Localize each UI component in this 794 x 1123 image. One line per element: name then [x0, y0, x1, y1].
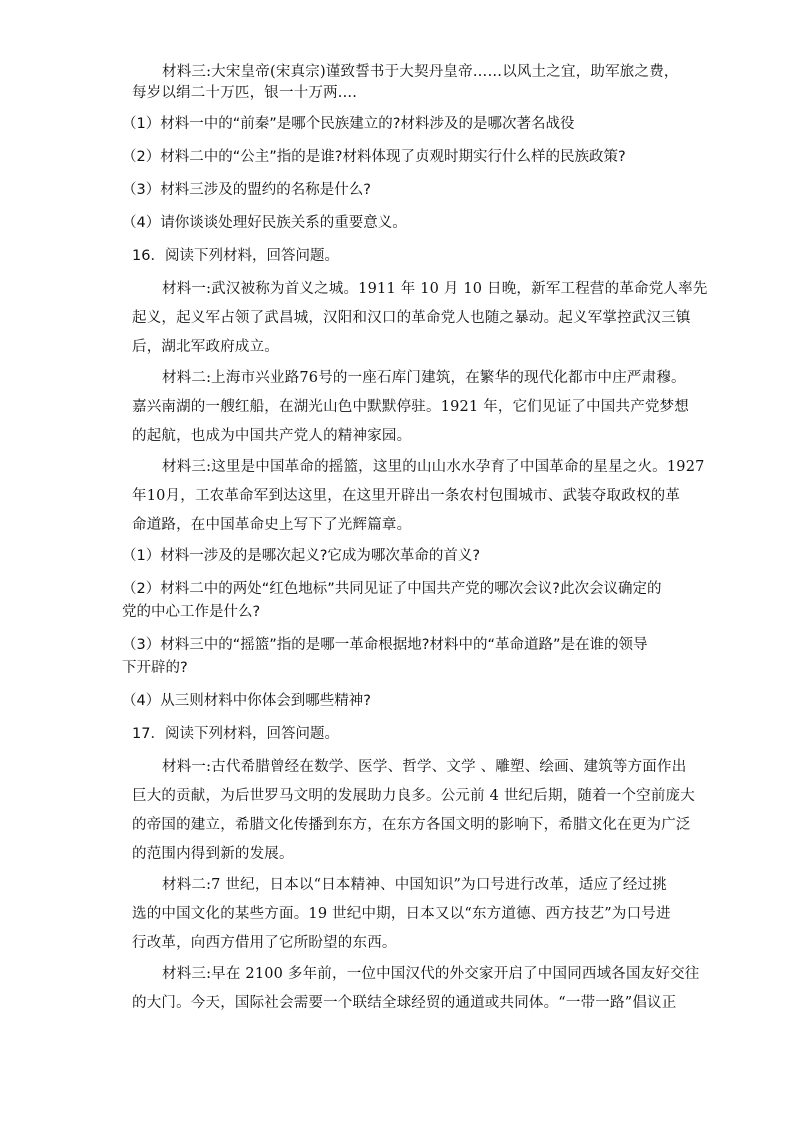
q15-question-3: （3）材料三涉及的盟约的名称是什么? — [122, 182, 371, 198]
text-line: 的帝国的建立，希腊文化传播到东方，在东方各国文明的影响下，希腊文化在更为广泛 — [132, 817, 691, 833]
text-line: 巨大的贡献，为后世罗马文明的发展助力良多。公元前 4 世纪后期，随着一个空前庞大 — [132, 788, 695, 804]
text-line: 材料一:古代希腊曾经在数学、医学、哲学、文学 、雕塑、绘画、建筑等方面作出 — [162, 759, 687, 775]
text-line: 材料二:7 世纪，日本以“日本精神、中国知识”为口号进行改革，适应了经过挑 — [162, 877, 667, 893]
q15-questions — [122, 114, 662, 234]
text-line: 行改革，向西方借用了它所盼望的东西。 — [132, 935, 397, 951]
text-line: 材料三:这里是中国革命的摇篮，这里的山山水水孕育了中国革命的星星之火。1927 — [162, 459, 705, 475]
text-line: 材料三:早在 2100 多年前，一位中国汉代的外交家开启了中国同西域各国友好交往 — [162, 966, 700, 982]
text-line: 的起航，也成为中国共产党人的精神家园。 — [132, 428, 412, 444]
q16-question-2-cont: 党的中心工作是什么? — [122, 604, 261, 620]
text-line: 的范围内得到新的发展。 — [132, 846, 294, 862]
page-content — [122, 62, 708, 1024]
q16-material-1 — [132, 279, 708, 358]
q17-material-3 — [132, 964, 700, 1014]
q16-questions — [122, 546, 662, 712]
text-line: 嘉兴南湖的一艘红船，在湖光山色中默默停驻。1921 年，它们见证了中国共产党梦想 — [132, 399, 690, 415]
text-line: 年10月，工农革命军到达这里，在这里开辟出一条农村包围城市、武装夺取政权的革 — [132, 488, 681, 504]
q15-question-2: （2）材料二中的“公主”指的是谁?材料体现了贞观时期实行什么样的民族政策? — [122, 149, 626, 165]
q15-question-1: （1）材料一中的“前秦”是哪个民族建立的?材料涉及的是哪次著名战役 — [122, 116, 575, 132]
text-line: 起义，起义军占领了武昌城，汉阳和汉口的革命党人也随之暴动。起义军掌控武汉三镇 — [132, 310, 691, 326]
text-line: 命道路，在中国革命史上写下了光辉篇章。 — [132, 517, 412, 533]
q16-material-3 — [132, 457, 705, 536]
q16-question-4: （4）从三则材料中你体会到哪些精神? — [122, 693, 371, 709]
q17-material-1 — [132, 757, 695, 865]
text-line: 每岁以绢二十万匹，银一十万两.... — [132, 85, 358, 101]
text-line: 的大门。今天，国际社会需要一个联结全球经贸的通道或共同体。“一带一路”倡议正 — [132, 995, 677, 1011]
q16-question-3-cont: 下开辟的? — [122, 660, 188, 676]
q16-question-3: （3）材料三中的“摇篮”指的是哪一革命根据地?材料中的“革命道路”是在谁的领导 — [122, 637, 648, 653]
q17-material-2 — [132, 875, 671, 954]
text-line: 材料三:大宋皇帝(宋真宗)谨致誓书于大契丹皇帝……以风土之宜，助军旅之费， — [162, 64, 679, 80]
q16-heading: 16．阅读下列材料，回答问题。 — [132, 248, 339, 264]
text-line: 选的中国文化的某些方面。19 世纪中期，日本又以“东方道德、西方技艺”为口号进 — [132, 906, 671, 922]
text-line: 材料一:武汉被称为首义之城。1911 年 10 月 10 日晚，新军工程营的革命党人率先 — [162, 281, 708, 297]
text-line: 后，湖北军政府成立。 — [132, 339, 279, 355]
q16-material-2 — [132, 368, 690, 447]
q15-question-4: （4）请你谈谈处理好民族关系的重要意义。 — [122, 215, 407, 231]
text-line: 材料二:上海市兴业路76号的一座石库门建筑，在繁华的现代化都市中庄严肃穆。 — [162, 370, 686, 386]
q16-question-2: （2）材料二中的两处“红色地标”共同见证了中国共产党的哪次会议?此次会议确定的 — [122, 581, 662, 597]
q16-question-1: （1）材料一涉及的是哪次起义?它成为哪次革命的首义? — [122, 548, 481, 564]
q17-heading: 17．阅读下列材料，回答问题。 — [132, 726, 339, 742]
q15-material-3 — [132, 62, 679, 104]
